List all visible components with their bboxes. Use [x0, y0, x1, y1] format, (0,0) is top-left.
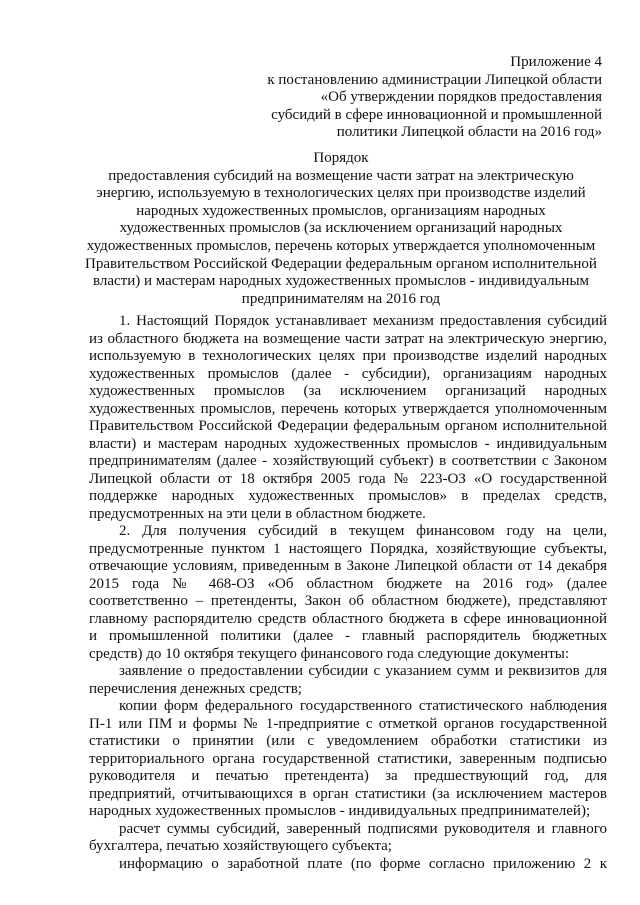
title-line: власти) и мастерам народных художественных промыслов - индивидуальным [92, 273, 590, 290]
title-line: предпринимателям на 2016 год [241, 290, 441, 307]
body-line: 2. Для получения субсидий в текущем финансовом году на цели, [119, 523, 607, 539]
body-line: художественных промыслов (за исключением организаций народных [89, 383, 607, 399]
body-line: предусмотренные пунктом 1 настоящего Порядка, хозяйствующие субъекты, [89, 540, 607, 557]
body-line: предусмотренных на эти цели в областном бюджете. [89, 505, 426, 522]
body-line: информацию о заработной плате (по форме согласно приложению 2 к [119, 855, 607, 872]
body-line: расчет суммы субсидий, заверенный подписями руководителя и главного [119, 820, 607, 837]
body-line: 2015 года № 468-ОЗ «Об областном бюджете на 2016 год» (далее [89, 575, 607, 592]
appendix-line: «Об утверждении порядков предоставления [320, 89, 602, 106]
body-line: главному распорядителю средств областного бюджета в сфере инновационной [89, 610, 607, 627]
title-line: Правительством Российской Федерации федеральным органом исполнительной [85, 255, 597, 272]
body-line: территориального органа государственной статистики, заверенным подписью [89, 750, 607, 767]
body-line: заявление о предоставлении субсидии с указанием сумм и реквизитов для [119, 663, 607, 679]
title-line: художественных промыслов (за исключением организаций народных [119, 220, 563, 237]
body-line: художественных промыслов (далее - субсидии), организациям народных [89, 365, 607, 382]
appendix-line: политики Липецкой области на 2016 год» [336, 124, 602, 141]
body-line: средств) до 10 октября текущего финансового года следующие документы: [89, 645, 569, 662]
body-line: 1. Настоящий Порядок устанавливает механизм предоставления субсидий [119, 313, 607, 329]
body-line: соответственно – претенденты, Закон об областном бюджете), представляют [89, 593, 607, 609]
body-line: статистики о принятии (или с уведомлением обработки статистики из [89, 733, 607, 749]
body-line: руководителя и печатью претендента) за предшествующий год, для [89, 768, 607, 784]
body-line: власти) и мастерам народных художественных промыслов - индивидуальным [89, 435, 607, 452]
title-line: предоставления субсидий на возмещение части затрат на электрическую [108, 167, 574, 184]
title-line: энергию, используемую в технологических целях при производстве изделий [96, 185, 586, 202]
body-line: П-1 или ПМ и формы № 1-предприятие с отметкой органов государственной [89, 715, 607, 732]
body-line: бухгалтера, печатью хозяйствующего субъекта; [89, 838, 392, 854]
body-line: Липецкой области от 18 октября 2005 года № 223-ОЗ «О государственной [89, 470, 607, 487]
document-title [82, 150, 600, 308]
document-body [89, 313, 607, 873]
body-line: перечисления денежных средств; [89, 680, 302, 697]
title-line: народных художественных промыслов, организациям народных [136, 202, 546, 219]
body-line: народных художественных промыслов - индивидуальных предпринимателей); [89, 803, 591, 819]
body-line: копии форм федерального государственного статистического наблюдения [119, 698, 607, 714]
body-line: предприятий, отчитывающихся в орган статистики (за исключением мастеров [89, 785, 607, 802]
appendix-line: субсидий в сфере инновационной и промышленной [271, 106, 602, 123]
appendix-line: к постановлению администрации Липецкой области [267, 71, 602, 88]
body-line: отвечающие условиям, приведенным в Законе Липецкой области от 14 декабря [89, 558, 607, 574]
appendix-header [240, 54, 602, 142]
body-line: поддержке народных художественных промыслов» в пределах средств, [89, 488, 607, 504]
title-heading: Порядок [313, 150, 369, 166]
body-line: используемую в технологических целях при производстве изделий народных [89, 348, 607, 364]
body-line: из областного бюджета на возмещение части затрат на электрическую энергию, [89, 330, 607, 347]
body-line: предпринимателям (далее - хозяйствующий субъект) в соответствии с Законом [89, 453, 607, 469]
body-line: художественных промыслов, перечень которых утверждается уполномоченным [89, 400, 607, 417]
title-line: художественных промыслов, перечень которых утверждается уполномоченным [86, 237, 596, 254]
body-line: и промышленной политики (далее - главный распорядитель бюджетных [89, 628, 607, 644]
appendix-number: Приложение 4 [510, 54, 602, 70]
body-line: Правительством Российской Федерации федеральным органом исполнительной [89, 418, 607, 434]
